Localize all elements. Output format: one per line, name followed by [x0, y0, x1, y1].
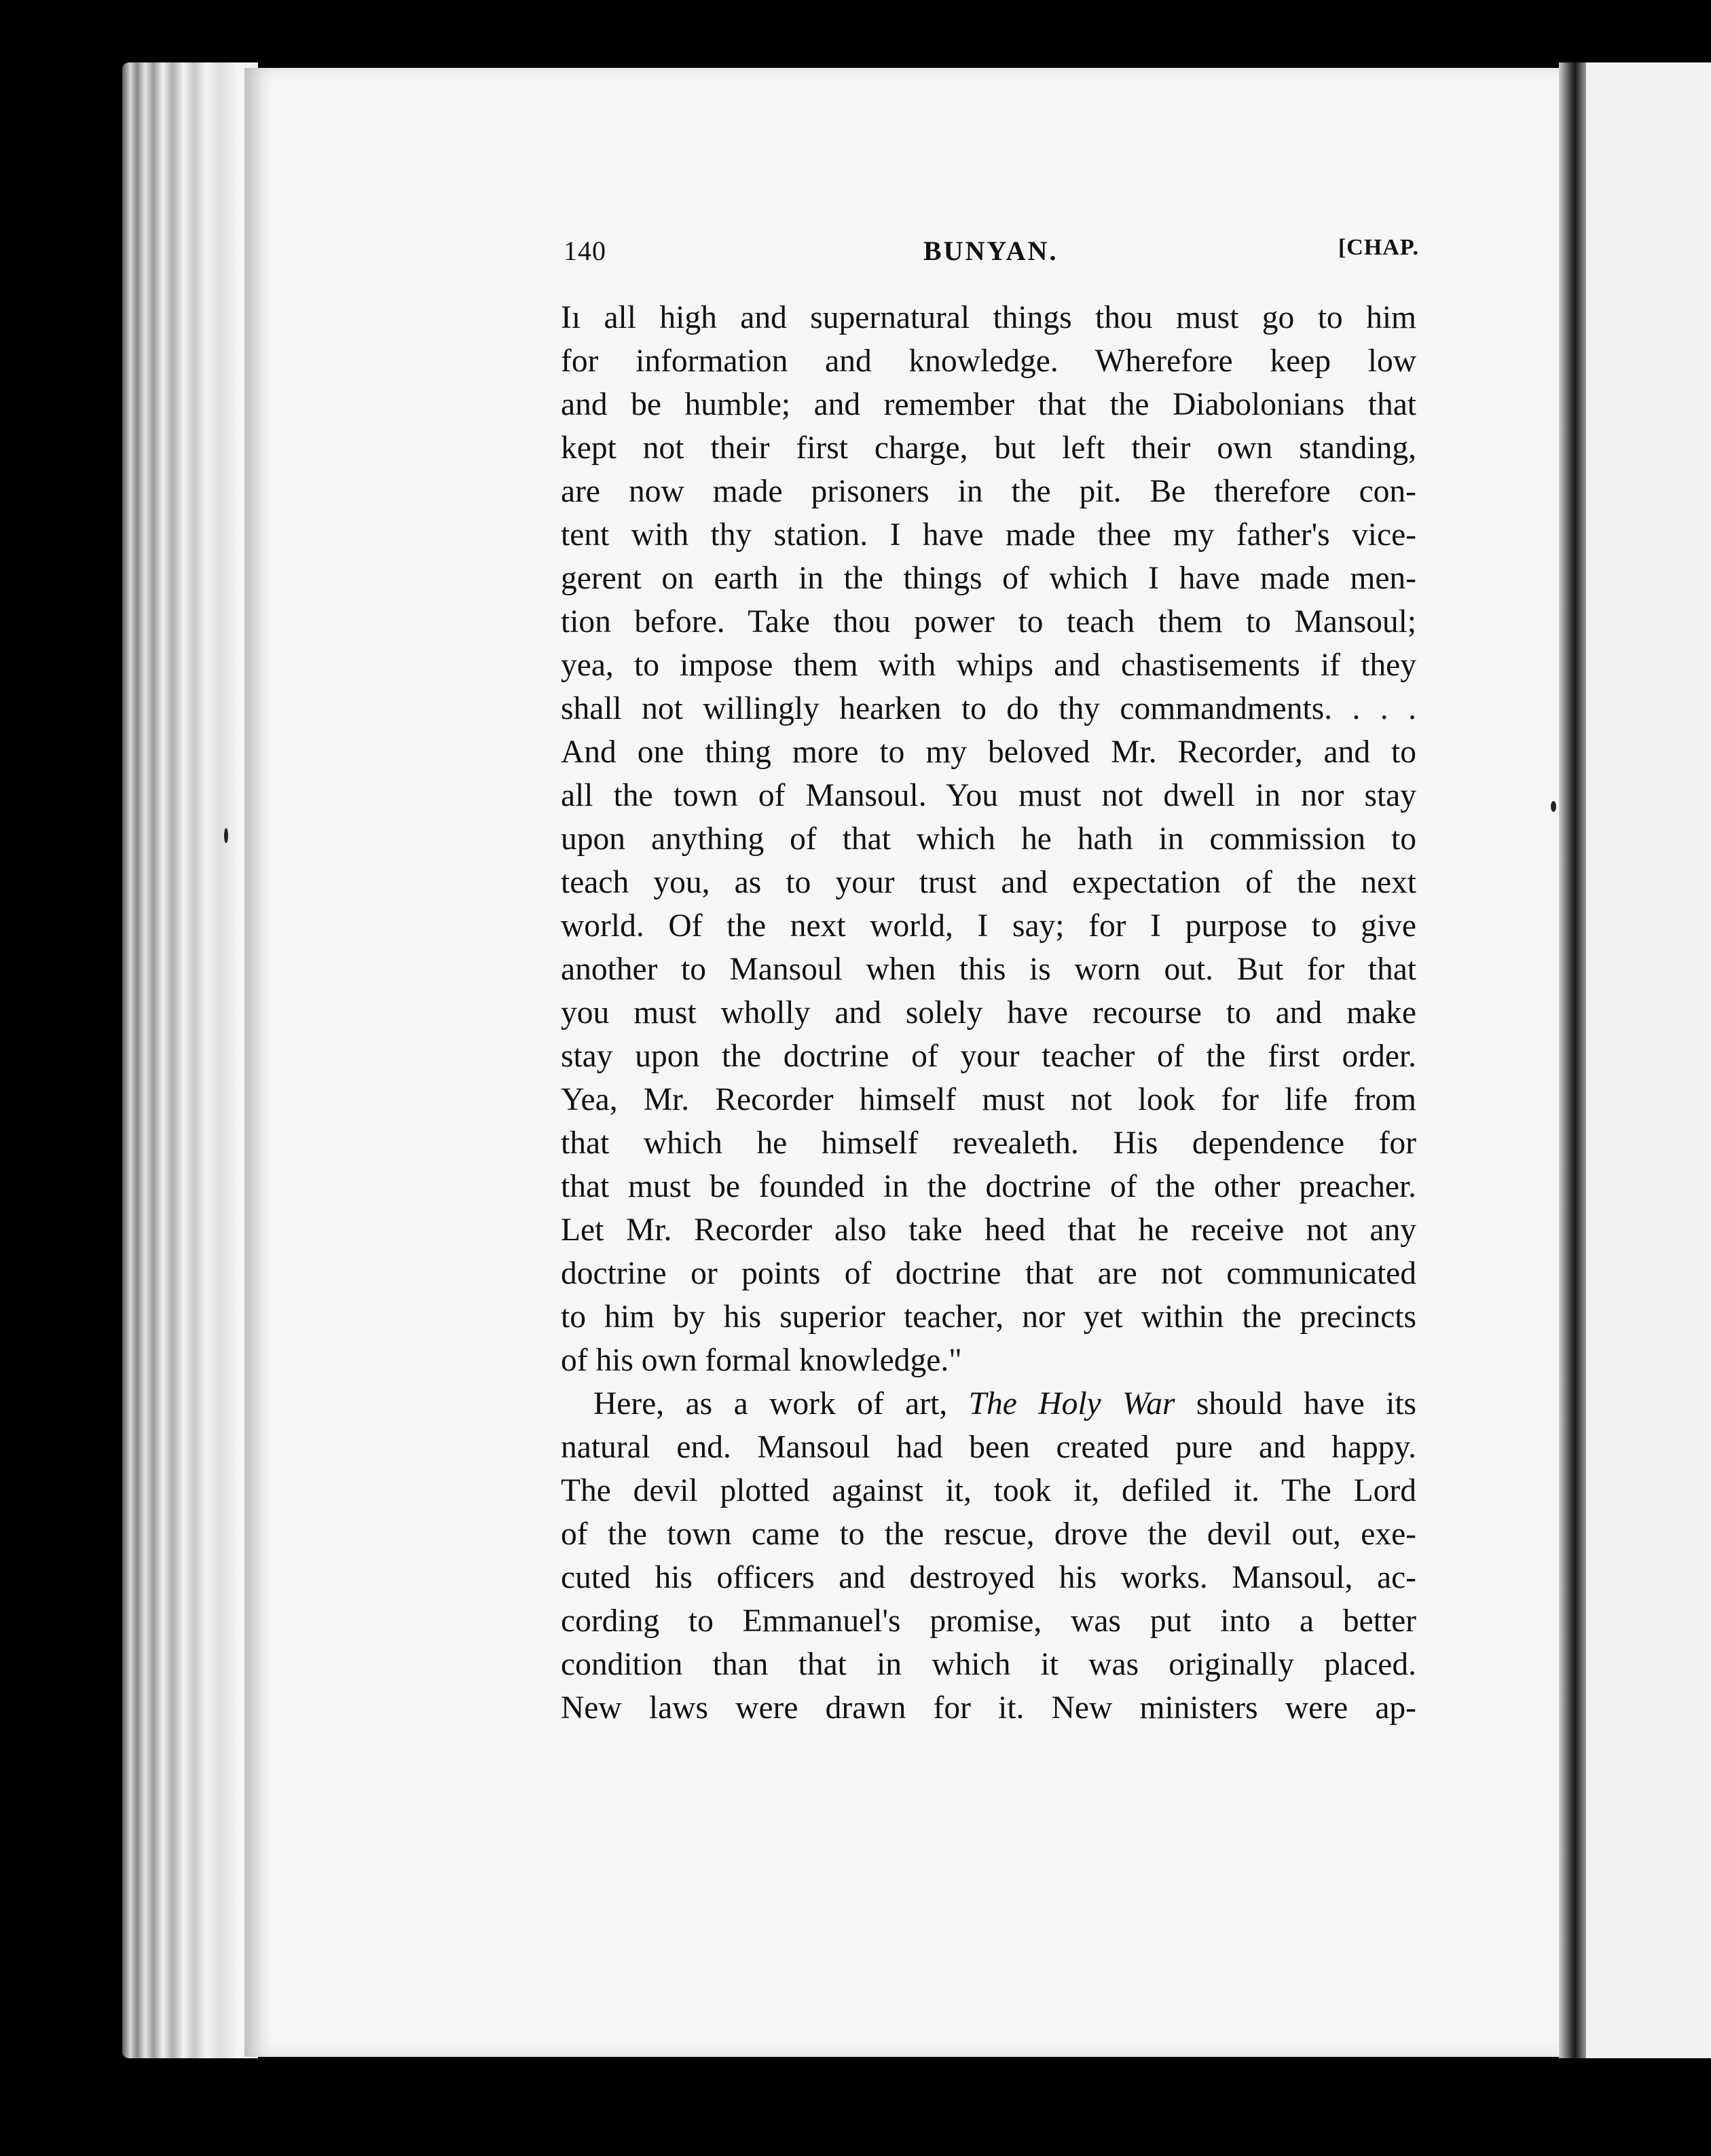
text-line: tent with thy station. I have made thee my father's vice- — [561, 517, 1416, 553]
text-line: Yea, Mr. Recorder himself must not look for life from — [561, 1082, 1416, 1117]
text-line: that must be founded in the doctrine of the other preacher. — [561, 1169, 1416, 1204]
text-line: cuted his officers and destroyed his works. Mansoul, ac- — [561, 1560, 1416, 1595]
text-line: and be humble; and remember that the Diabolonians that — [561, 387, 1416, 422]
scan-speck — [1551, 801, 1556, 812]
paragraph-first-line — [561, 1382, 1416, 1426]
text-line: Iı all high and supernatural things thou must go to him — [561, 300, 1416, 335]
text-line: Let Mr. Recorder also take heed that he receive not any — [561, 1212, 1416, 1248]
text-line: tion before. Take thou power to teach them to Mansoul; — [561, 604, 1416, 639]
text-line: condition than that in which it was originally placed. — [561, 1647, 1416, 1682]
text-line: New laws were drawn for it. New ministers were ap- — [561, 1690, 1416, 1726]
text-fragment: Here, as a work of art, — [593, 1386, 948, 1421]
text-line: And one thing more to my beloved Mr. Recorder, and to — [561, 735, 1416, 770]
text-line: world. Of the next world, I say; for I purpose to give — [561, 908, 1416, 944]
text-line: stay upon the doctrine of your teacher of the first order. — [561, 1039, 1416, 1074]
spine-shadow — [1559, 62, 1586, 2058]
text-line: of the town came to the rescue, drove the devil out, exe- — [561, 1517, 1416, 1552]
text-line: for information and knowledge. Wherefore keep low — [561, 343, 1416, 379]
text-line: of his own formal knowledge." — [561, 1343, 962, 1378]
text-line: natural end. Mansoul had been created pure and happy. — [561, 1430, 1416, 1465]
text-line: shall not willingly hearken to do thy commandments. . . . — [561, 691, 1416, 726]
scan-speck — [224, 828, 228, 843]
book-title-italic: The Holy War — [968, 1386, 1175, 1421]
body-text — [561, 296, 1416, 1730]
chapter-marker: [CHAP. — [1338, 235, 1419, 260]
text-line: cording to Emmanuel's promise, was put into a better — [561, 1603, 1416, 1639]
text-line: kept not their first charge, but left their own standing, — [561, 430, 1416, 466]
page-number: 140 — [564, 236, 606, 266]
text-line: yea, to impose them with whips and chastisements if they — [561, 648, 1416, 683]
text-line: another to Mansoul when this is worn out. But for that — [561, 952, 1416, 987]
page-edge-stack — [122, 62, 258, 2058]
facing-page-edge — [1586, 62, 1711, 2058]
text-line: gerent on earth in the things of which I have made men- — [561, 561, 1416, 596]
text-line: doctrine or points of doctrine that are not communicated — [561, 1256, 1416, 1291]
text-line: The devil plotted against it, took it, defiled it. The Lord — [561, 1473, 1416, 1508]
running-title: BUNYAN. — [923, 236, 1059, 266]
running-head — [564, 235, 1419, 276]
text-line: all the town of Mansoul. You must not dwell in nor stay — [561, 778, 1416, 813]
text-fragment: should have its — [1196, 1386, 1416, 1421]
text-line: you must wholly and solely have recourse to and make — [561, 995, 1416, 1030]
text-line: that which he himself revealeth. His dependence for — [561, 1126, 1416, 1161]
text-line: to him by his superior teacher, nor yet within the precincts — [561, 1299, 1416, 1335]
text-line: upon anything of that which he hath in commission to — [561, 821, 1416, 857]
text-line: are now made prisoners in the pit. Be therefore con- — [561, 474, 1416, 509]
text-line: teach you, as to your trust and expectation of the next — [561, 865, 1416, 900]
